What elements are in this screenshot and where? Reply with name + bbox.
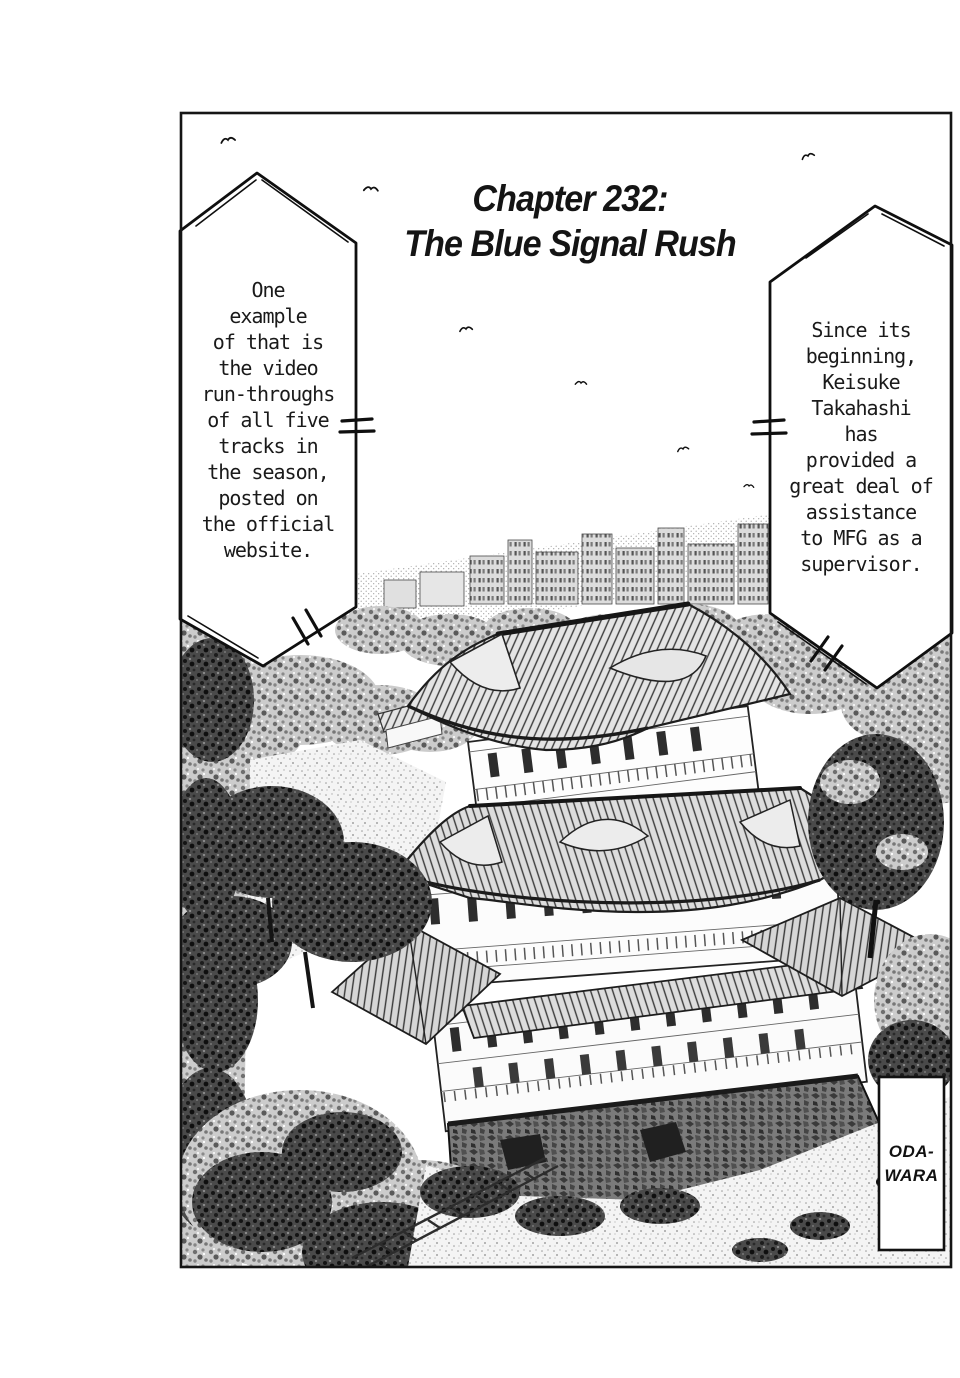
speech-line: Takahashi [811,396,911,420]
chapter-title-line2: The Blue Signal Rush [404,223,736,264]
speech-line: example [229,304,307,328]
speech-line: website. [223,538,313,562]
speech-line: to MFG as a [800,526,922,550]
speech-line: tracks in [218,434,318,458]
speech-line: has [844,422,878,446]
chapter-title [368,176,773,266]
speech-line: supervisor. [800,552,922,576]
speech-line: of that is [212,330,324,354]
speech-line: the video [218,356,318,380]
speech-text-left [180,277,356,563]
speech-line: run-throughs [201,382,335,406]
speech-line: great deal of [789,474,933,498]
speech-line: of all five [207,408,329,432]
chapter-title-line1: Chapter 232: [472,178,668,219]
speech-line: Keisuke [822,370,900,394]
speech-text-right [764,317,958,577]
speech-line: Since its [811,318,911,342]
location-label [879,1077,944,1250]
location-label-line2: WARA [884,1165,939,1185]
speech-line: posted on [218,486,318,510]
speech-line: provided a [805,448,917,472]
speech-line: assistance [805,500,917,524]
location-label-line1: ODA- [888,1141,935,1161]
speech-line: the season, [207,460,329,484]
speech-line: beginning, [805,344,917,368]
speech-line: One [251,278,285,302]
speech-line: the official [201,512,335,536]
